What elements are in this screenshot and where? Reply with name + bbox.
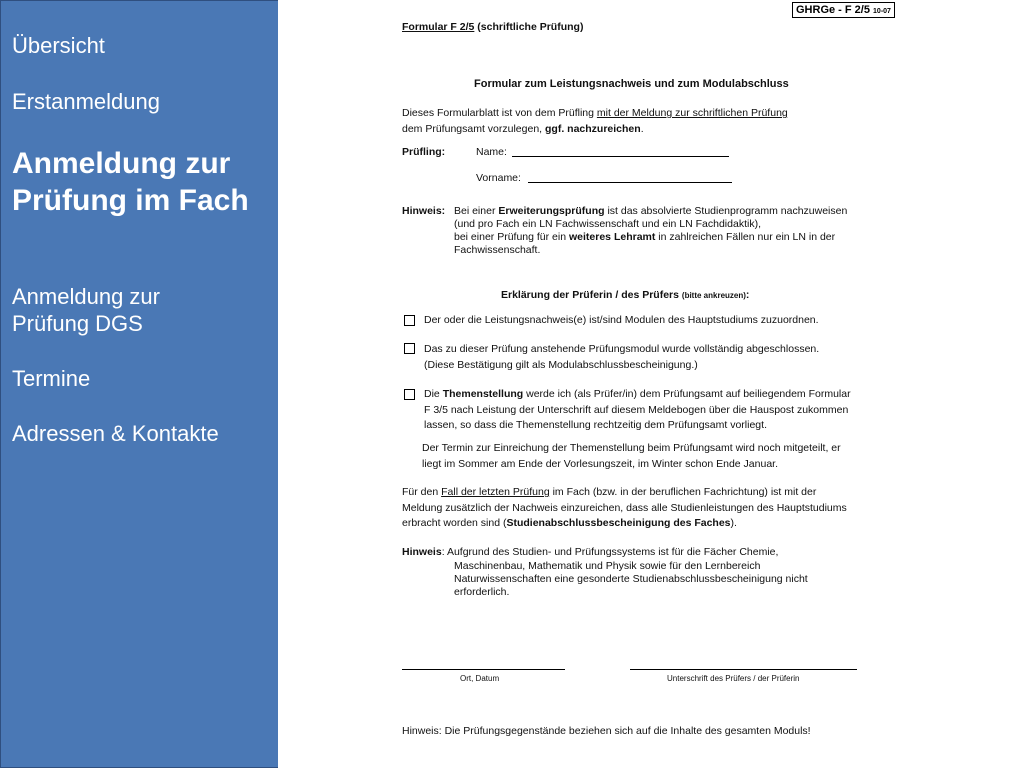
hinweis-1-line-4: Fachwissenschaft. (454, 244, 541, 256)
sidebar (0, 0, 279, 768)
pruefling-label: Prüfling: (402, 146, 446, 158)
option-3-checkbox[interactable] (404, 389, 415, 400)
fall-text-end: im Fach (bzw. in der beruflichen Fachrichtung) ist mit der (549, 486, 817, 498)
hinweis-1-l3-end: in zahlreichen Fällen nur ein LN in der (655, 231, 836, 243)
sidebar-item-anmeldung-dgs[interactable]: Anmeldung zur Prüfung DGS (12, 284, 160, 336)
termin-line-2: liegt im Sommer am Ende der Vorlesungszeit, im Winter schon Ende Januar. (422, 458, 778, 470)
fall-l3-end: ). (730, 517, 737, 529)
hinweis-2-line-4: erforderlich. (454, 586, 510, 598)
sidebar-item-adressen-kontakte[interactable]: Adressen & Kontakte (12, 421, 219, 446)
sidebar-item-erstanmeldung[interactable]: Erstanmeldung (12, 89, 160, 114)
hinweis-2-text: : Aufgrund des Studien- und Prüfungssystems ist für die Fächer Chemie, (441, 546, 779, 558)
intro-underlined: mit der Meldung zur schriftlichen Prüfung (596, 107, 788, 119)
form-header-sub: (schriftliche Prüfung) (477, 21, 584, 33)
option-2-checkbox[interactable] (404, 343, 415, 354)
erklaerung-title-text: Erklärung der Prüferin / des Prüfers (501, 289, 679, 301)
footer-note: Hinweis: Die Prüfungsgegenstände beziehen sich auf die Inhalte des gesamten Moduls! (402, 725, 811, 737)
option-1-text: Der oder die Leistungsnachweis(e) ist/sind Modulen des Hauptstudiums zuzuordnen. (424, 314, 819, 326)
vorname-label: Vorname: (476, 172, 521, 184)
option-3-line-2: F 3/5 nach Leistung der Unterschrift auf diesem Meldebogen über die Hauspost zukommen (424, 404, 849, 416)
intro-line-2 (402, 123, 644, 136)
option-3-text-end: werde ich (als Prüfer/in) dem Prüfungsamt auf beiliegendem Formular (523, 388, 851, 400)
fall-line-1 (402, 486, 816, 499)
fall-l3-bold: Studienabschlussbescheinigung des Faches (506, 517, 731, 529)
option-3-line-1 (424, 388, 851, 401)
option-3-text: Die (424, 388, 443, 400)
hinweis-1-line-2: (und pro Fach ein LN Fachwissenschaft und ein LN Fachdidaktik), (454, 218, 761, 230)
name-label: Name: (476, 146, 507, 158)
hinweis-1-bold: Erweiterungsprüfung (498, 205, 605, 217)
name-field[interactable] (512, 156, 729, 157)
erklaerung-hint: (bitte ankreuzen) (681, 291, 746, 300)
fall-underlined: Fall der letzten Prüfung (441, 486, 550, 498)
form-header (402, 21, 583, 34)
intro-line-1 (402, 107, 788, 120)
hinweis-1-text-end: ist das absolvierte Studienprogramm nachzuweisen (604, 205, 848, 217)
form-main-title: Formular zum Leistungsnachweis und zum Modulabschluss (474, 78, 789, 90)
hinweis-1-line-1 (454, 205, 847, 218)
fall-text: Für den (402, 486, 442, 498)
form-header-title: Formular F 2/5 (402, 21, 475, 33)
hinweis-1-line-3 (454, 231, 835, 244)
fall-line-3 (402, 517, 737, 530)
form-code-version: 10-07 (873, 8, 891, 15)
hinweis-2-line-1 (402, 546, 778, 559)
hinweis-2-line-3: Naturwissenschaften eine gesonderte Studienabschlussbescheinigung nicht (454, 573, 808, 585)
intro-bold: ggf. nachzureichen (545, 123, 641, 135)
intro-period: . (640, 123, 644, 135)
option-3-bold: Themenstellung (442, 388, 524, 400)
sidebar-item-anmeldung-fach[interactable]: Anmeldung zur Prüfung im Fach (12, 147, 249, 217)
sidebar-item-uebersicht[interactable]: Übersicht (12, 33, 105, 58)
erklaerung-colon: : (745, 289, 750, 301)
vorname-field[interactable] (528, 182, 732, 183)
hinweis-1-l3-text: bei einer Prüfung für ein (454, 231, 569, 243)
hinweis-1-l3-bold: weiteres Lehramt (569, 231, 656, 243)
intro-text-2: dem Prüfungsamt vorzulegen, (402, 123, 545, 135)
hinweis-1-text: Bei einer (454, 205, 499, 217)
sidebar-item-termine[interactable]: Termine (12, 366, 91, 391)
erklaerung-title (501, 289, 749, 302)
hinweis-1-label: Hinweis: (402, 205, 446, 217)
option-1-checkbox[interactable] (404, 315, 415, 326)
form-code-box (792, 2, 895, 18)
option-3-line-3: lassen, so dass die Themenstellung rechtzeitig dem Prüfungsamt vorliegt. (424, 419, 767, 431)
fall-l3-text: erbracht worden sind ( (402, 517, 507, 529)
signature-label: Unterschrift des Prüfers / der Prüferin (667, 674, 800, 683)
termin-line-1: Der Termin zur Einreichung der Themenstellung beim Prüfungsamt wird noch mitgeteilt, er (422, 442, 841, 454)
hinweis-2-line-2: Maschinenbau, Mathematik und Physik sowie für den Lernbereich (454, 560, 761, 572)
ort-datum-field[interactable] (402, 669, 565, 670)
intro-text: Dieses Formularblatt ist von dem Prüfling (402, 107, 597, 119)
option-2-line-1: Das zu dieser Prüfung anstehende Prüfungsmodul wurde vollständig abgeschlossen. (424, 343, 820, 355)
hinweis-2-label: Hinweis (402, 546, 442, 558)
form-document (278, 0, 1024, 768)
ort-datum-label: Ort, Datum (460, 674, 500, 683)
fall-line-2: Meldung zusätzlich der Nachweis einzureichen, dass alle Studienleistungen des Hauptstudiums (402, 502, 847, 514)
form-code: GHRGe - F 2/5 (796, 4, 870, 16)
signature-field[interactable] (630, 669, 857, 670)
option-2-line-2: (Diese Bestätigung gilt als Modulabschlussbescheinigung.) (424, 359, 698, 371)
